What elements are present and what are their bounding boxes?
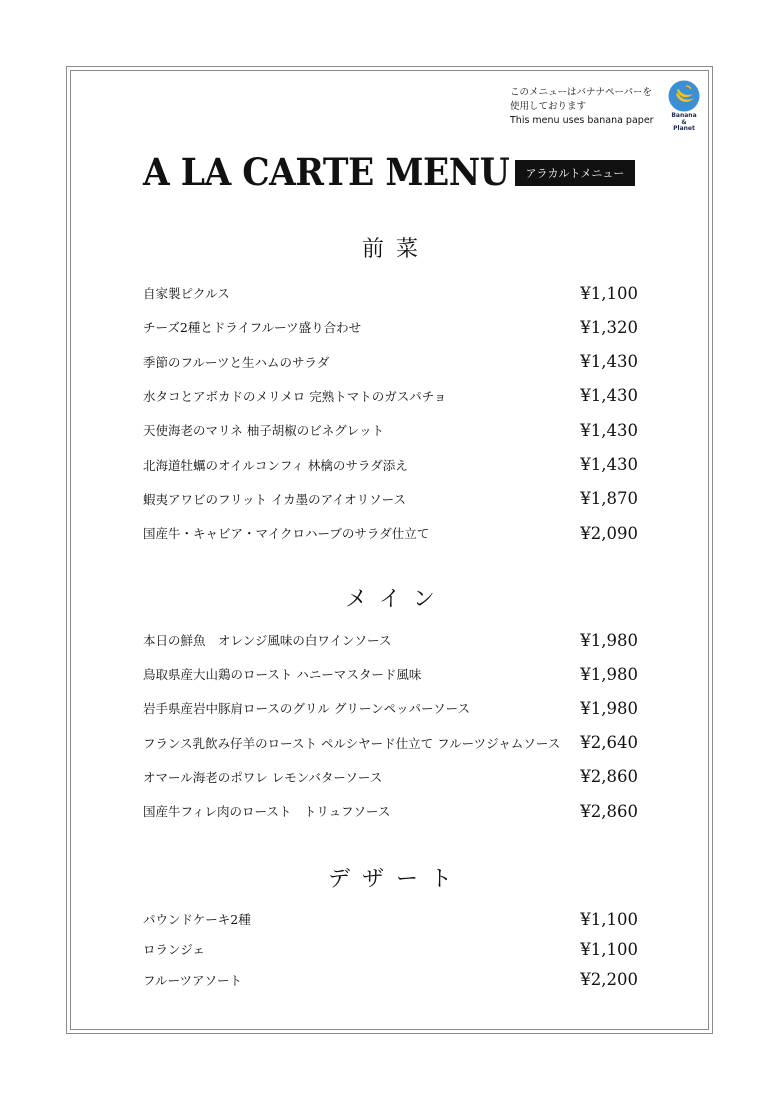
menu-item-price: ¥1,100 [580,909,638,929]
banana-paper-notice [510,86,670,128]
menu-item-price: ¥1,980 [580,698,638,718]
menu-item [143,316,638,338]
menu-item [143,663,638,685]
menu-item-name: 水タコとアボカドのメリメロ 完熟トマトのガスパチョ [143,388,447,404]
menu-item-name: 天使海老のマリネ 柚子胡椒のビネグレット [143,423,385,439]
menu-item-name: 鳥取県産大山鶏のロースト ハニーマスタード風味 [143,667,422,683]
menu-item-name: チーズ2種とドライフルーツ盛り合わせ [143,320,362,336]
section-heading-mains: メイン [345,587,447,612]
menu-item-price: ¥2,200 [580,970,638,990]
section-heading-desserts: デザート [327,867,464,892]
banana-planet-logo-icon [668,80,700,112]
notice-line-1: このメニューはバナナペーパーを [510,87,653,98]
menu-item-price: ¥1,980 [580,630,638,650]
logo-text-line-3: Planet [673,125,695,132]
menu-item-name: 北海道牡蠣のオイルコンフィ 林檎のサラダ添え [143,457,408,473]
menu-item [143,908,638,930]
page-title: A LA CARTE MENU [143,150,510,194]
menu-item-price: ¥1,870 [580,489,638,509]
menu-item-price: ¥1,320 [580,317,638,337]
logo-text-line-2: & [681,118,687,126]
menu-item-name: フランス乳飲み仔羊のロースト ペルシヤード仕立て フルーツジャムソース [143,735,561,751]
menu-item-name: ロランジェ [143,942,205,958]
menu-item [143,282,638,304]
menu-item [143,454,638,476]
menu-item-name: オマール海老のポワレ レモンバターソース [143,769,383,785]
menu-item [143,732,638,754]
banana-planet-logo [664,80,704,136]
menu-item-name: 本日の鮮魚 オレンジ風味の白ワインソース [143,633,392,648]
menu-item-price: ¥1,430 [580,386,638,406]
menu-item-price: ¥2,090 [580,523,638,543]
menu-item [143,800,638,822]
menu-item [143,522,638,544]
menu-item-name: パウンドケーキ2種 [143,912,251,927]
menu-item-name: 蝦夷アワビのフリット イカ墨のアイオリソース [143,491,406,507]
menu-item [143,419,638,441]
menu-item-price: ¥1,430 [580,352,638,372]
menu-item [143,969,638,991]
notice-line-2: 使用しております [510,101,587,112]
menu-item-price: ¥1,430 [580,420,638,440]
menu-item-name: フルーツアソート [143,972,243,988]
menu-item-price: ¥2,640 [580,733,638,753]
title-badge: アラカルトメニュー [515,160,635,186]
menu-item-price: ¥1,100 [580,283,638,303]
section-heading-appetizers: 前菜 [361,237,430,262]
menu-item-price: ¥2,860 [580,767,638,787]
notice-line-3: This menu uses banana paper [510,115,654,126]
menu-item-price: ¥1,430 [580,455,638,474]
menu-item-price: ¥1,100 [580,939,638,959]
menu-item [143,351,638,373]
menu-item-name: 自家製ピクルス [143,286,230,301]
logo-text-line-1: Banana [671,112,697,119]
menu-item-name: 国産牛フィレ肉のロースト トリュフソース [143,804,391,819]
menu-item-name: 季節のフルーツと生ハムのサラダ [143,354,330,370]
menu-item [143,766,638,788]
menu-item-name: 国産牛・キャビア・マイクロハーブのサラダ仕立て [143,526,430,542]
menu-item [143,488,638,510]
menu-item [143,697,638,719]
menu-item [143,385,638,407]
menu-item [143,629,638,651]
menu-item-price: ¥1,980 [580,664,638,684]
logo-text [664,113,704,133]
menu-item [143,938,638,960]
menu-item-name: 岩手県産岩中豚肩ロースのグリル グリーンペッパーソース [143,701,470,717]
menu-item-price: ¥2,860 [580,801,638,821]
